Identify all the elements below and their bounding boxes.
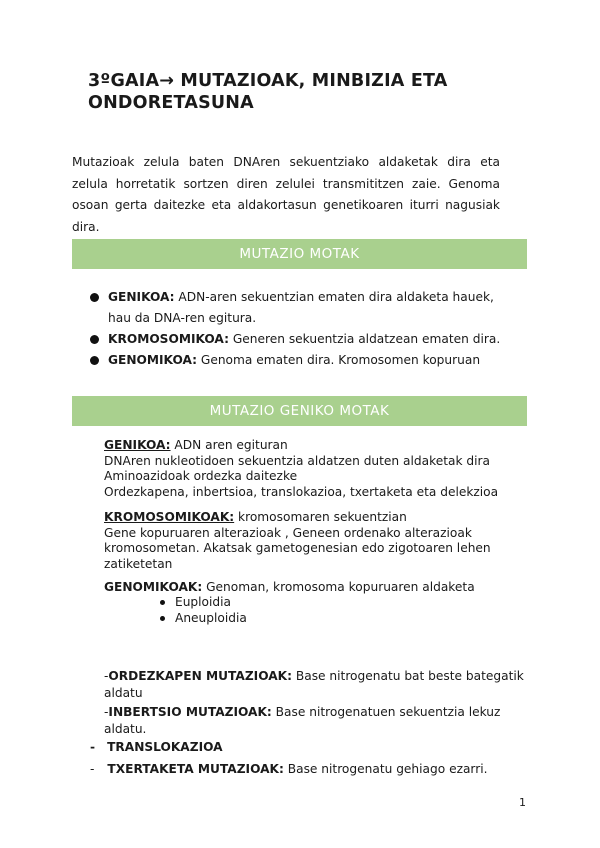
list-item — [90, 350, 510, 371]
list-item-text: Generen sekuentzia aldatzean ematen dira. — [228, 332, 501, 346]
list-item-term: GENOMIKOA: — [108, 353, 198, 367]
genikoa-line: Ordezkapena, inbertsioa, translokazioa, txertaketa eta delekzioa — [104, 484, 499, 499]
section-heading-mutazio-geniko-motak: MUTAZIO GENIKO MOTAK — [72, 396, 527, 426]
bullet-icon — [90, 356, 99, 365]
list-item-text: ADN-aren sekuentzian ematen dira aldaketa hauek, hau da DNA-ren egitura. — [108, 290, 494, 325]
mutation-item-translokazioa: - TRANSLOKAZIOA — [90, 740, 223, 754]
bullet-icon — [160, 616, 165, 621]
mutation-item-txertaketa: - TXERTAKETA MUTAZIOAK: Base nitrogenatu gehiago ezarri. — [90, 762, 488, 776]
mutation-item-inbertsio: -INBERTSIO MUTAZIOAK: Base nitrogenatuen sekuentzia lekuz aldatu. — [104, 705, 501, 736]
kromosomikoak-text: Gene kopuruaren alterazioak , Geneen ordenako alterazioak kromosometan. Akatsak gametogenesian edo zigotoaren lehen zatiketetan — [104, 525, 491, 571]
genomikoak-term: GENOMIKOAK: — [104, 580, 203, 594]
list-item — [90, 287, 510, 329]
list-item: Aneuploidia — [160, 611, 247, 627]
mutation-types-list — [90, 287, 510, 371]
list-item-term: GENIKOA: — [108, 290, 175, 304]
list-item-term: KROMOSOMIKOA: — [108, 332, 229, 346]
mutation-item-ordezkapen: -ORDEZKAPEN MUTAZIOAK: Base nitrogenatu bat beste bategatik aldatu — [104, 669, 524, 700]
page-number: 1 — [519, 796, 526, 809]
genomikoak-rest: Genoman, kromosoma kopuruaren aldaketa — [202, 580, 475, 594]
kromosomikoak-term: KROMOSOMIKOAK: — [104, 510, 235, 524]
list-item — [90, 329, 510, 350]
kromosomikoak-rest: kromosomaren sekuentzian — [234, 510, 407, 524]
genikoa-rest: ADN aren egituran — [170, 438, 288, 452]
genikoa-block — [104, 438, 524, 500]
genikoa-term: GENIKOA: — [104, 438, 171, 452]
genikoa-line: Aminoazidoak ordezka daitezke — [104, 469, 298, 483]
genomikoak-block — [104, 580, 524, 596]
bullet-icon — [160, 600, 165, 605]
list-item-text: Genoma ematen dira. Kromosomen kopuruan — [197, 353, 481, 367]
genikoa-line: DNAren nukleotidoen sekuentzia aldatzen duten aldaketak dira — [104, 453, 490, 468]
intro-paragraph: Mutazioak zelula baten DNAren sekuentziako aldaketak dira eta zelula horretatik sortzen diren zelulei transmititzen zaie. Genoma osoan gerta daitezke eta aldakortasun genetikoaren iturri nagusiak dira. — [72, 155, 500, 234]
page-title: 3ºGAIA→ MUTAZIOAK, MINBIZIA ETA ONDORETASUNA — [88, 71, 448, 113]
kromosomikoak-block — [104, 510, 494, 572]
bullet-icon — [90, 293, 99, 302]
genomikoak-sublist — [160, 595, 247, 626]
list-item: Euploidia — [160, 595, 247, 611]
section-heading-mutazio-motak: MUTAZIO MOTAK — [72, 239, 527, 269]
bullet-icon — [90, 335, 99, 344]
